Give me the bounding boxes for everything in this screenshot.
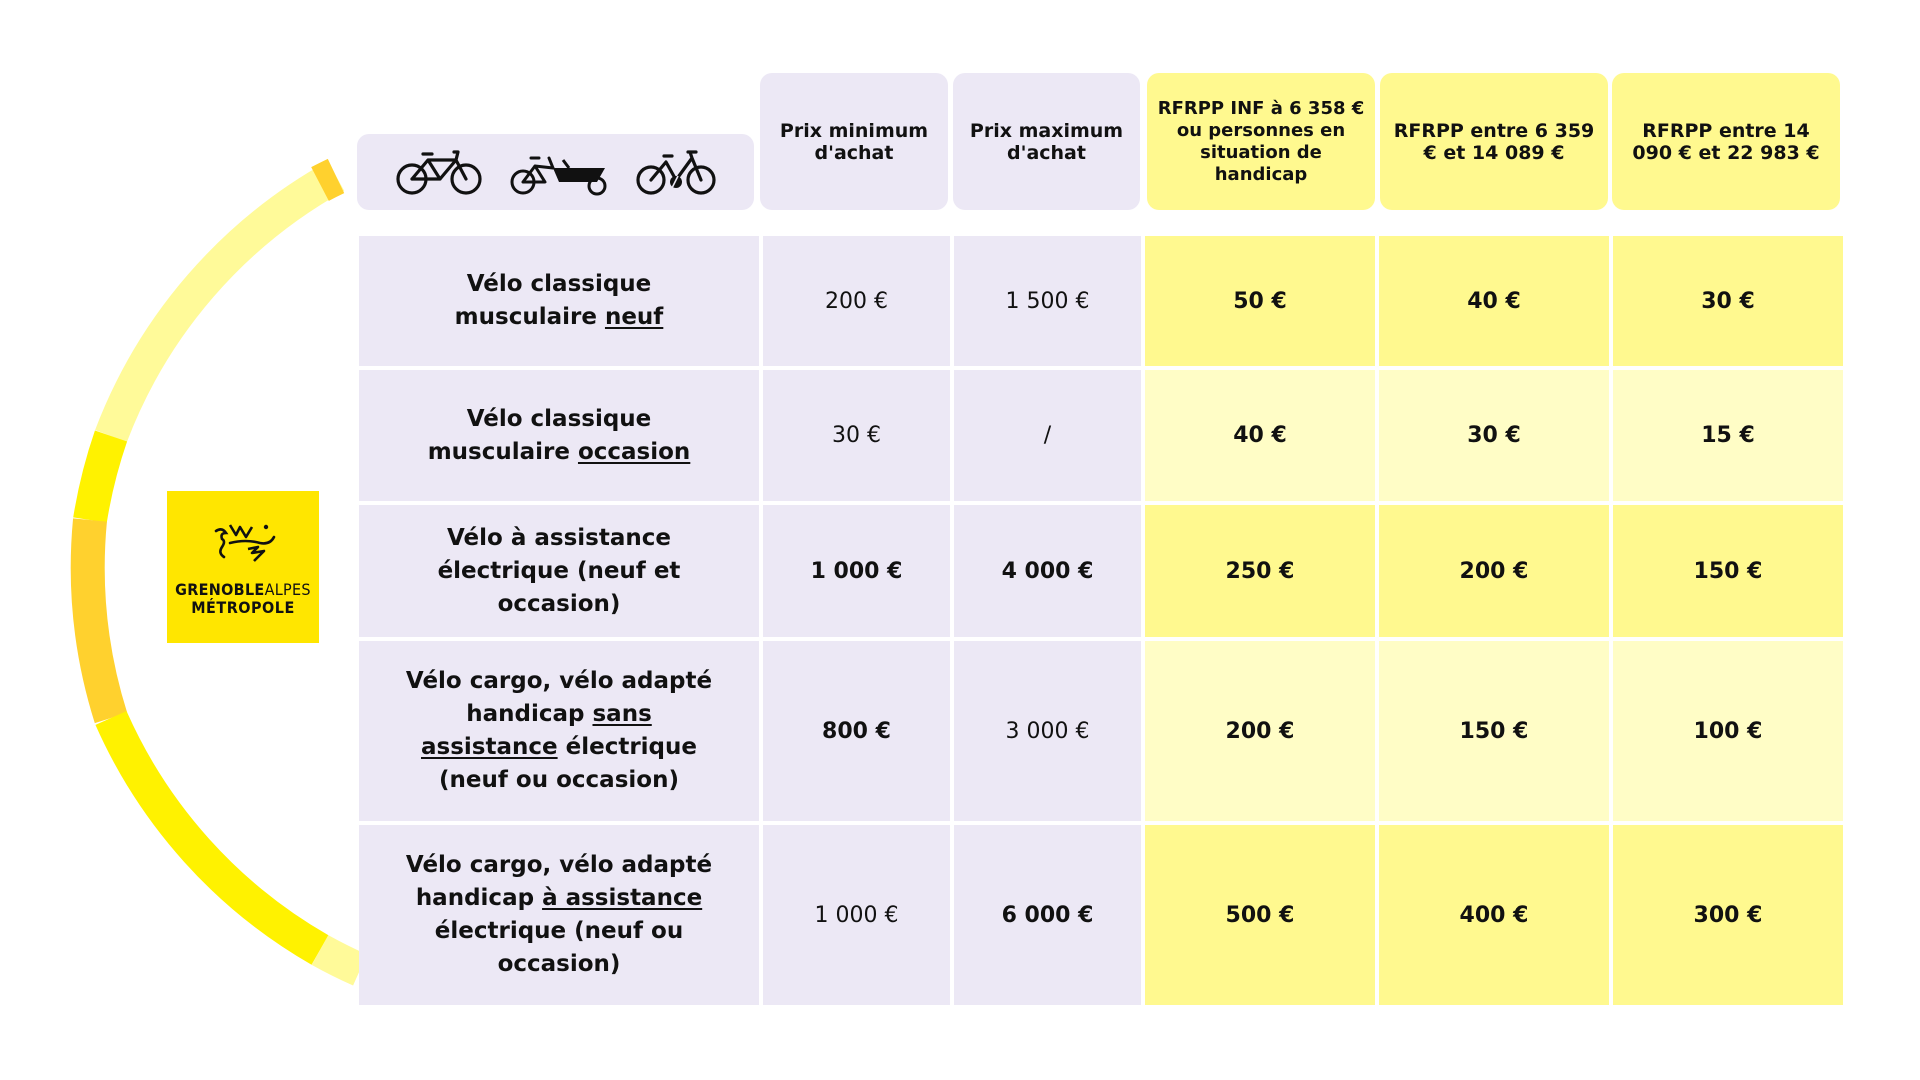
cargo-bike-icon xyxy=(509,148,609,196)
subsidy-cell: 150 € xyxy=(1379,641,1609,821)
ring-segment xyxy=(111,718,320,950)
subsidy-cell: 200 € xyxy=(1145,641,1375,821)
row-label: Vélo cargo, vélo adapté handicap sans assistance électrique (neuf ou occasion) xyxy=(359,641,759,821)
subsidy-cell: 500 € xyxy=(1145,825,1375,1005)
row-label: Vélo cargo, vélo adapté handicap à assistance électrique (neuf ou occasion) xyxy=(359,825,759,1005)
logo-text-line2: MÉTROPOLE xyxy=(191,598,295,617)
header-income-bracket-2: RFRPP entre 6 359 € et 14 089 € xyxy=(1380,73,1608,210)
ring-segment xyxy=(88,520,111,718)
ring-segment xyxy=(320,950,360,970)
subsidy-cell: 50 € xyxy=(1145,236,1375,366)
min-price-cell: 1 000 € xyxy=(763,505,950,637)
min-price-cell: 30 € xyxy=(763,370,950,501)
row-label: Vélo classique musculaire occasion xyxy=(359,370,759,501)
min-price-cell: 200 € xyxy=(763,236,950,366)
min-price-cell: 1 000 € xyxy=(763,825,950,1005)
subsidy-cell: 15 € xyxy=(1613,370,1843,501)
grenoble-alpes-metropole-logo xyxy=(167,491,319,643)
max-price-cell: 1 500 € xyxy=(954,236,1141,366)
subsidy-cell: 150 € xyxy=(1613,505,1843,637)
header-min-price: Prix minimum d'achat xyxy=(760,73,948,210)
bicycle-icon xyxy=(396,148,482,196)
bike-icons-header xyxy=(357,134,754,210)
max-price-cell: 3 000 € xyxy=(954,641,1141,821)
header-max-price: Prix maximum d'achat xyxy=(953,73,1140,210)
logo-text-line1: GRENOBLEALPES xyxy=(175,580,311,599)
logo-mark-icon xyxy=(208,517,278,573)
subsidy-cell: 40 € xyxy=(1379,236,1609,366)
row-label: Vélo classique musculaire neuf xyxy=(359,236,759,366)
ring-segment xyxy=(111,176,336,436)
max-price-cell: 4 000 € xyxy=(954,505,1141,637)
subsidy-cell: 30 € xyxy=(1379,370,1609,501)
ring-segment xyxy=(90,436,111,520)
header-income-bracket-3: RFRPP entre 14 090 € et 22 983 € xyxy=(1612,73,1840,210)
subsidy-cell: 30 € xyxy=(1613,236,1843,366)
subsidy-cell: 400 € xyxy=(1379,825,1609,1005)
header-income-bracket-1: RFRPP INF à 6 358 € ou personnes en situation de handicap xyxy=(1147,73,1375,210)
ring-segment xyxy=(320,176,336,184)
subsidy-cell: 200 € xyxy=(1379,505,1609,637)
max-price-cell: 6 000 € xyxy=(954,825,1141,1005)
max-price-cell: / xyxy=(954,370,1141,501)
subsidy-cell: 40 € xyxy=(1145,370,1375,501)
subsidy-cell: 100 € xyxy=(1613,641,1843,821)
electric-bike-icon xyxy=(636,148,716,196)
subsidy-cell: 250 € xyxy=(1145,505,1375,637)
row-label: Vélo à assistance électrique (neuf et occasion) xyxy=(359,505,759,637)
min-price-cell: 800 € xyxy=(763,641,950,821)
subsidy-cell: 300 € xyxy=(1613,825,1843,1005)
